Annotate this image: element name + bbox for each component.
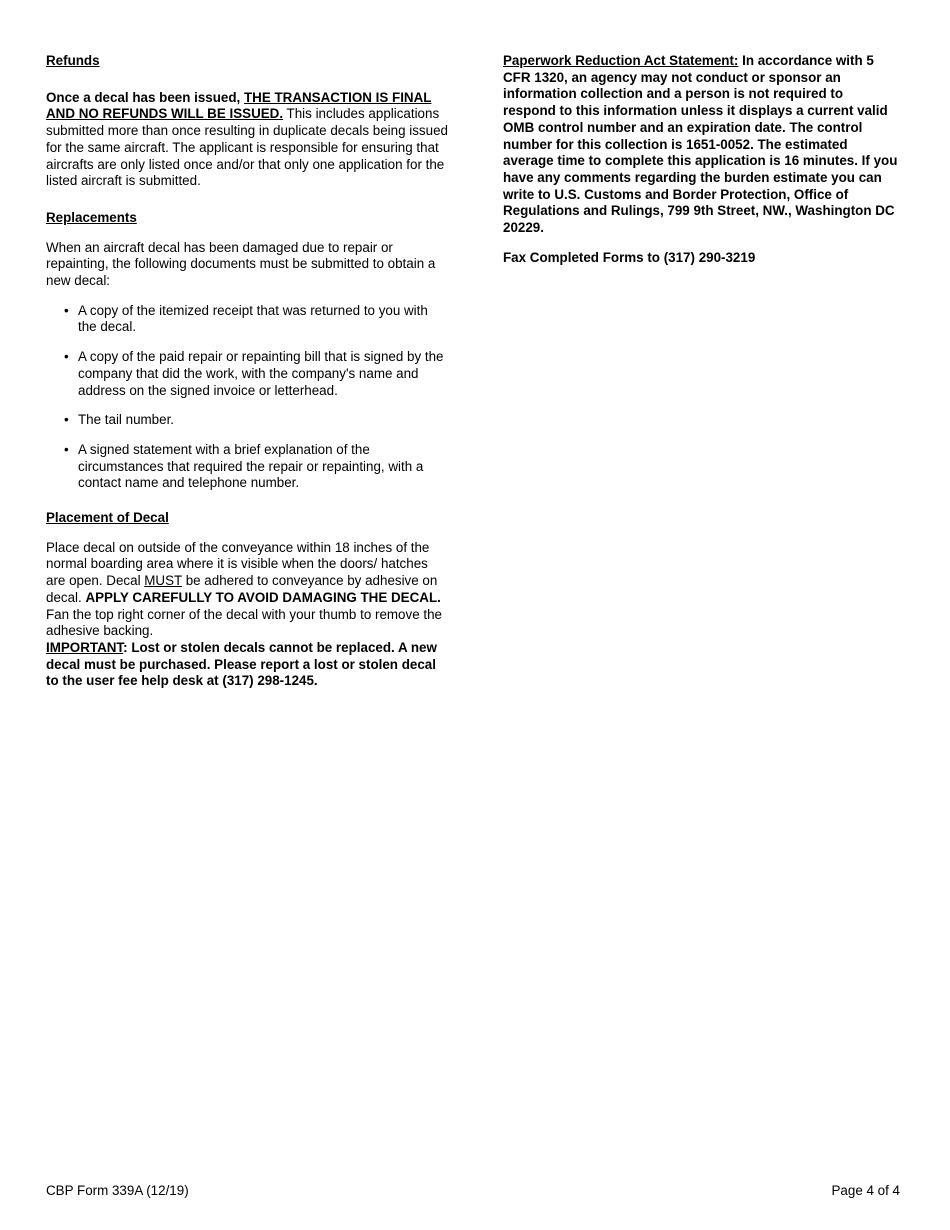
important-colon: : [123,639,128,655]
refunds-final-notice: THE TRANSACTION IS FINAL AND NO REFUNDS WILL BE ISSUED. [46,89,432,122]
list-item-text: A signed statement with a brief explanation of the circumstances that required the repair or repainting, with a contact name and telephone number. [78,441,424,491]
replacement-requirements-list [46,303,450,492]
placement-paragraph [46,540,450,690]
list-item-text: A copy of the paid repair or repainting bill that is signed by the company that did the work, with the company's name and address on the signed invoice or letterhead. [78,349,444,398]
paperwork-title: Paperwork Reduction Act Statement: [503,53,739,68]
bullet-icon: • [64,349,69,365]
paperwork-statement [503,53,898,237]
refunds-body: This includes applications submitted more than once resulting in duplicate decals being issued for the same aircraft. The applicant is responsible for ensuring that aircrafts are only listed once and/or that only one application for the listed aircraft is submitted. [46,106,448,189]
list-item [46,303,450,336]
placement-heading: Placement of Decal [46,510,169,526]
list-item [46,412,450,429]
replacements-heading: Replacements [46,209,137,225]
bullet-icon: • [64,302,69,318]
list-item-text: A copy of the itemized receipt that was returned to you with the decal. [78,302,428,335]
placement-section [46,510,450,690]
refunds-heading: Refunds [46,53,100,68]
page-number: Page 4 of 4 [831,1183,900,1198]
important-label: IMPORTANT [46,639,124,655]
bullet-icon: • [64,412,69,428]
replacements-intro: When an aircraft decal has been damaged due to repair or repainting, the following documents must be submitted to obtain a new decal: [46,239,436,289]
placement-text-2: be adhered to conveyance by adhesive on decal. [46,573,438,605]
paperwork-text: In accordance with 5 CFR 1320, an agency may not conduct or sponsor an information collection and a person is not required to respond to this information unless it displays a current valid OMB control number and an expiration date. The control number for this collection is 1651-0052. The estimated average time to complete this application is 16 minutes. If you have any comments regarding the burden estimate you can write to U.S. Customs and Border Protection, Office of Regulations and Rulings, 799 9th Street, NW., Washington DC 20229. [503,53,898,236]
placement-warning: APPLY CAREFULLY TO AVOID DAMAGING THE DECAL. [85,589,441,605]
placement-must: MUST [144,573,182,589]
placement-text-3: Fan the top right corner of the decal with your thumb to remove the adhesive backing. [46,606,442,639]
refunds-section [46,53,450,190]
replacements-section [46,210,450,492]
important-text: Lost or stolen decals cannot be replaced. A new decal must be purchased. Please report a lost or stolen decal to the user fee help desk at (317) 298-1245. [46,639,437,689]
fax-line: Fax Completed Forms to (317) 290-3219 [503,249,756,265]
bullet-icon: • [64,441,69,457]
list-item [46,349,450,399]
refunds-lead: Once a decal has been issued, [46,89,244,105]
right-column [503,53,898,266]
list-item-text: The tail number. [78,412,175,428]
refunds-paragraph [46,90,450,190]
list-item [46,442,450,492]
left-column [46,53,450,690]
placement-text-1: Place decal on outside of the conveyance within 18 inches of the normal boarding area where it is visible when the doors/ hatches are open. Decal [46,539,430,589]
form-id: CBP Form 339A (12/19) [46,1183,189,1198]
